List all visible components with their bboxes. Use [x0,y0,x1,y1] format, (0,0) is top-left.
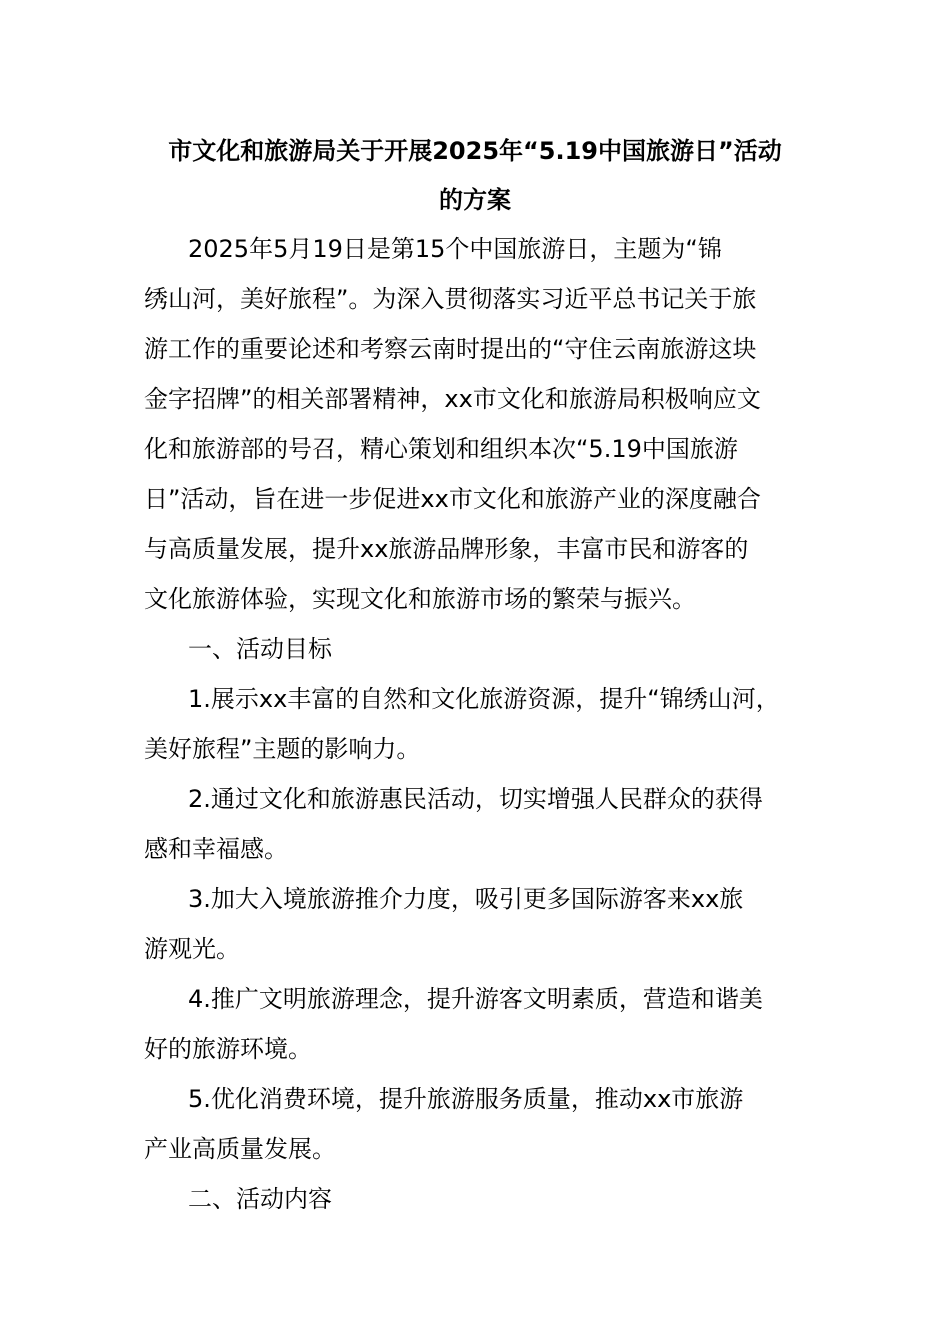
intro-paragraph-line: 2025年5月19日是第15个中国旅游日，主题为“锦 [188,235,722,263]
goal-item-2-line-2: 感和幸福感。 [144,835,288,863]
goal-item-3-line-2: 游观光。 [144,935,240,963]
goal-item-4-line-2: 好的旅游环境。 [144,1035,312,1063]
intro-paragraph-line: 与高质量发展，提升xx旅游品牌形象，丰富市民和游客的 [144,535,749,563]
intro-paragraph-line: 金字招牌”的相关部署精神，xx市文化和旅游局积极响应文 [144,385,761,413]
section-heading-content: 二、活动内容 [188,1185,332,1213]
goal-item-5-line-2: 产业高质量发展。 [144,1135,336,1163]
intro-paragraph-line: 日”活动，旨在进一步促进xx市文化和旅游产业的深度融合 [144,485,761,513]
goal-item-1-line-1: 1.展示xx丰富的自然和文化旅游资源，提升“锦绣山河， [188,685,780,713]
goal-item-3-line-1: 3.加大入境旅游推介力度，吸引更多国际游客来xx旅 [188,885,744,913]
goal-item-2-line-1: 2.通过文化和旅游惠民活动，切实增强人民群众的获得 [188,785,763,813]
section-heading-goals: 一、活动目标 [188,635,332,663]
intro-paragraph-line: 绣山河，美好旅程”。为深入贯彻落实习近平总书记关于旅 [144,285,757,313]
goal-item-5-line-1: 5.优化消费环境，提升旅游服务质量，推动xx市旅游 [188,1085,744,1113]
goal-item-4-line-1: 4.推广文明旅游理念，提升游客文明素质，营造和谐美 [188,985,763,1013]
document-title-line-1: 市文化和旅游局关于开展2025年“5.19中国旅游日”活动 [168,137,782,165]
goal-item-1-line-2: 美好旅程”主题的影响力。 [144,735,421,763]
document-title-line-2: 的方案 [439,186,511,214]
intro-paragraph-line: 化和旅游部的号召，精心策划和组织本次“5.19中国旅游 [144,435,738,463]
intro-paragraph-line: 游工作的重要论述和考察云南时提出的“守住云南旅游这块 [144,335,757,363]
intro-paragraph-line: 文化旅游体验，实现文化和旅游市场的繁荣与振兴。 [144,585,696,613]
